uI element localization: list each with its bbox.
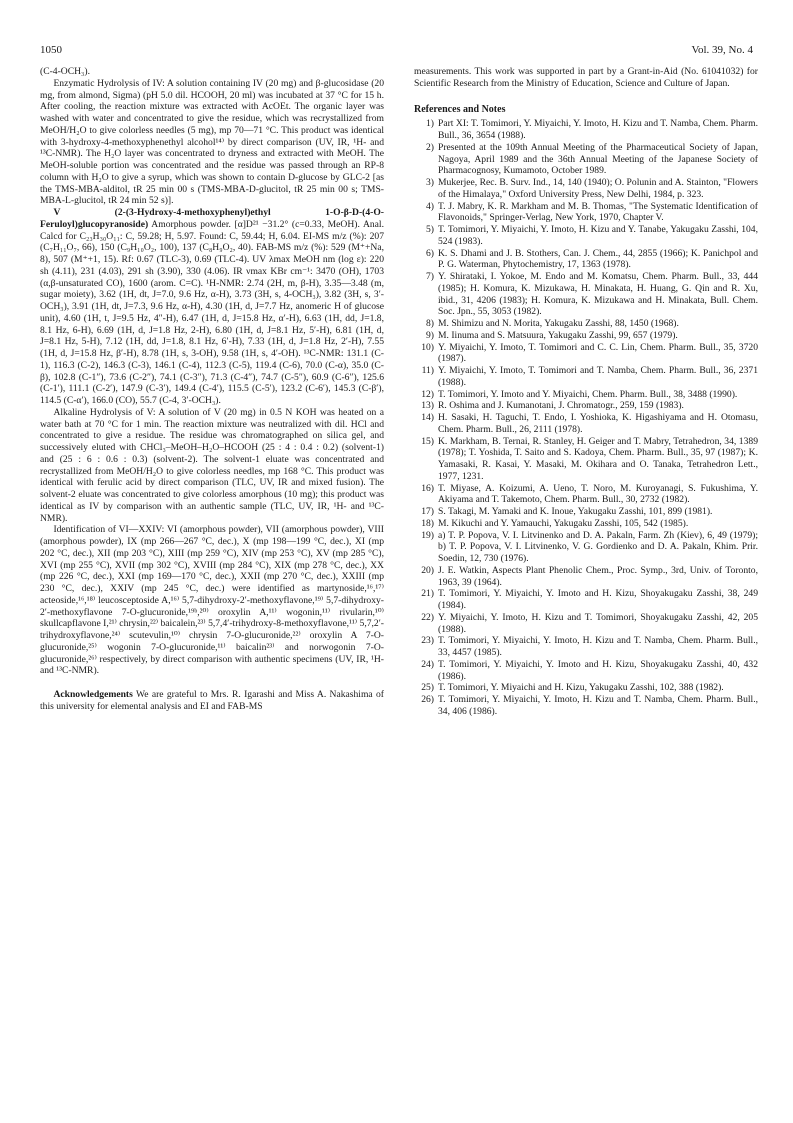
reference-number: 4) bbox=[426, 200, 434, 212]
reference-text: T. Tomimori, Y. Miyaichi, Y. Imoto and H. Kizu, Shoyakugaku Zasshi, 40, 432 (1986). bbox=[438, 658, 758, 682]
reference-number: 13) bbox=[421, 400, 434, 412]
reference-text: K. Markham, B. Ternai, R. Stanley, H. Geiger and T. Mabry, Tetrahedron, 34, 1389 (1978); T. Yoshida, T. Saito and S. Kadoya, Chem. Pharm. Bull., 35, 97 (1987); K. Yamasaki, R. Kasai, Y. Masaki, M. Okihara and O. Tanaka, Tetrahedron Lett., 1977, 1231. bbox=[438, 435, 758, 482]
reference-number: 1) bbox=[426, 118, 434, 130]
reference-text: T. Tomimori, Y. Miyaichi, Y. Imoto, H. Kizu and T. Namba, Chem. Pharm. Bull., 34, 406 (1986). bbox=[438, 694, 758, 717]
reference-text: T. Tomimori, Y. Miyaichi and H. Kizu, Yakugaku Zasshi, 102, 388 (1982). bbox=[438, 682, 724, 694]
reference-number: 7) bbox=[426, 271, 434, 282]
reference-item bbox=[414, 588, 758, 612]
reference-text: Y. Miyaichi, Y. Imoto, T. Tomimori and T. Namba, Chem. Pharm. Bull., 36, 2371 (1988). bbox=[438, 365, 758, 388]
reference-item bbox=[414, 682, 758, 694]
reference-number: 8) bbox=[426, 318, 434, 329]
reference-text: M. Kikuchi and Y. Yamauchi, Yakugaku Zasshi, 105, 542 (1985). bbox=[438, 517, 689, 529]
reference-text: T. Miyase, A. Koizumi, A. Ueno, T. Noro, M. Kuroyanagi, S. Fukushima, Y. Akiyama and T. Takemoto, Chem. Pharm. Bull., 30, 2732 (1982). bbox=[438, 482, 758, 506]
compound-text: Amorphous powder. [α]D²¹ −31.2° (c=0.33, MeOH). Anal. Calcd for C₂₃H₃₀O₁₁: C, 59.28; H, 5.97. Found: C, 59.44; H, 6.04. EI-MS m/z (%): 207 (C₇H₁₁O₇, 66), 150 (C₉H₁₀O₂, 100), 137 (C₈H₉O₂, 40). FAB-MS m/z (%): 529 (M⁺+Na, 8), 507 (M⁺+1, 15). Rf: 0.67 (TLC-3), 0.69 (TLC-4). UV λmax MeOH nm (log ε): 220 sh (4.11), 231 (4.03), 291 sh (3.90), 330 (4.06). IR νmax KBr cm⁻¹: 3470 (OH), 1703 (α,β-unsaturated CO), 1600 (arom. C=C). ¹H-NMR: 2.74 (2H, m, β-H), 3.35—3.48 (m, sugar moiety), 3.62 (1H, dt, J=7.0, 9.6 Hz, α-H), 3.73 (3H, s, 4-OCH₃), 3.82 (3H, s, 3′-OCH₃), 3.91 (1H, dt, J=7.3, 9.6 Hz, α-H), 4.30 (1H, d, J=7.7 Hz, anomeric H of glucose unit), 4.60 (1H, t, J=9.5 Hz, 4″-H), 6.47 (1H, d, J=15.8 Hz, α′-H), 6.63 (1H, dd, J=1.8, 8.1 Hz, 6-H), 6.69 (1H, d, J=1.8 Hz, 2-H), 6.80 (1H, d, J=8.1 Hz, 5′-H), 6.81 (1H, d, J=8.1 Hz, 5-H), 7.12 (1H, dd, J=1.8, 8.1 Hz, 6′-H), 7.33 (1H, d, J=1.8 Hz, 2′-H), 7.55 (1H, d, J=15.8 Hz, β′-H), 8.78 (1H, s, 3-OH), 9.58 (1H, s, 4′-OH). ¹³C-NMR: 131.1 (C-1), 116.3 (C-2), 146.3 (C-3), 146.1 (C-4), 112.3 (C-5), 119.4 (C-6), 70.0 (C-α), 35.0 (C-β), 102.8 (C-1″), 73.6 (C-2″), 74.1 (C-3″), 71.3 (C-4″), 74.7 (C-5″), 60.9 (C-6″), 125.6 (C-1′), 111.1 (C-2′), 147.9 (C-3′), 149.4 (C-4′), 115.5 (C-5′), 123.2 (C-6′), 145.3 (C-β′), 114.5 (C-α′), 166.0 (CO), 55.7 (C-4, 3′-OCH₃). bbox=[40, 218, 384, 406]
reference-item bbox=[414, 565, 758, 589]
reference-text: J. E. Watkin, Aspects Plant Phenolic Chem., Proc. Symp., 3rd, Univ. of Toronto, 1963, 39 (1964). bbox=[438, 564, 758, 588]
reference-text: T. Tomimori, Y. Miyaichi, Y. Imoto, H. Kizu and T. Namba, Chem. Pharm. Bull., 33, 4457 (1985). bbox=[438, 635, 758, 658]
reference-item bbox=[414, 518, 758, 530]
reference-item bbox=[414, 530, 758, 565]
reference-text: Y. Miyaichi, Y. Imoto, T. Tomimori and C. C. Lin, Chem. Pharm. Bull., 35, 3720 (1987). bbox=[438, 341, 758, 365]
reference-item bbox=[414, 400, 758, 412]
references-heading: References and Notes bbox=[414, 103, 506, 115]
paragraph-4: Identification of VI—XXIV: VI (amorphous powder), VII (amorphous powder), VIII (amorphous powder), IX (mp 266—267 °C, dec.), X (mp 198—199 °C, dec.), XI (mp 202 °C, dec.), XII (mp 203 °C), XIII (mp 259 °C), XIV (mp 253 °C), XV (mp 285 °C), XVI (mp 255 °C), XVII (mp 302 °C), XVIII (mp 284 °C), XIX (mp 278 °C, dec.), XX (mp 226 °C, dec.), XXI (mp 169—170 °C, dec.), XXII (mp 270 °C, dec.), XXIII (mp 230 °C, dec.), XXIV (mp 245 °C, dec.) were identified as martynoside,¹⁶,¹⁷⁾ acteoside,¹⁶,¹⁸⁾ leucosceptoside A,¹⁶⁾ 5,7-dihydroxy-2′-methoxyflavone,¹⁹⁾ 5,7-dihydroxy-2′-methoxyflavone 7-O-glucuronide,¹⁹ᵇ,²⁰⁾ oroxylin A,¹¹⁾ wogonin,¹¹⁾ rivularin,¹⁰⁾ skullcapflavone I,²¹⁾ chrysin,²²⁾ baicalein,²³⁾ 5,7,4′-trihydroxy-8-methoxyflavone,¹¹⁾ 5,7,2′-trihydroxyflavone,²⁴⁾ scutevulin,¹⁰⁾ chrysin 7-O-glucuronide,²²⁾ oroxylin A 7-O-glucuronide,²⁵⁾ wogonin 7-O-glucuronide,¹¹⁾ baicalin²³⁾ and norwogonin 7-O-glucuronide,²⁶⁾ respectively, by direct comparison with authentic specimens (UV, IR, ¹H- and ¹³C-NMR). bbox=[40, 524, 384, 677]
acknowledgements bbox=[40, 689, 384, 713]
reference-item bbox=[414, 224, 758, 248]
reference-text: Y. Miyaichi, Y. Imoto, H. Kizu and T. Tomimori, Shoyakugaku Zasshi, 42, 205 (1988). bbox=[438, 611, 758, 635]
reference-item bbox=[414, 365, 758, 389]
reference-number: 24) bbox=[421, 658, 434, 670]
reference-item bbox=[414, 330, 758, 342]
reference-text: T. J. Mabry, K. R. Markham and M. B. Thomas, "The Systematic Identification of Flavonoids," Springer-Verlag, New York, 1970, Chapter V. bbox=[438, 200, 758, 224]
reference-item bbox=[414, 118, 758, 142]
reference-text: S. Takagi, M. Yamaki and K. Inoue, Yakugaku Zasshi, 101, 899 (1981). bbox=[438, 506, 713, 517]
reference-text: Presented at the 109th Annual Meeting of the Pharmaceutical Society of Japan, Nagoya, April 1989 and the 36th Annual Meeting of the Japanese Society of Pharmacognosy, Kumamoto, October 1989. bbox=[438, 141, 758, 177]
reference-item bbox=[414, 342, 758, 366]
reference-number: 10) bbox=[421, 341, 434, 353]
reference-number: 25) bbox=[421, 682, 434, 694]
right-column bbox=[414, 66, 758, 718]
reference-number: 5) bbox=[426, 224, 434, 235]
reference-number: 15) bbox=[421, 435, 434, 447]
reference-number: 17) bbox=[421, 506, 434, 517]
reference-item bbox=[414, 694, 758, 718]
reference-number: 20) bbox=[421, 564, 434, 576]
reference-item bbox=[414, 659, 758, 683]
reference-text: T. Tomimori, Y. Miyaichi, Y. Imoto and H. Kizu, Shoyakugaku Zasshi, 38, 249 (1984). bbox=[438, 588, 758, 611]
reference-number: 2) bbox=[426, 141, 434, 153]
compound-heading: V (2-(3-Hydroxy-4-methoxyphenyl)ethyl 1-O-β-D-(4-O-Feruloyl)glucopyranoside) bbox=[40, 207, 384, 230]
volume-issue: Vol. 39, No. 4 bbox=[691, 44, 753, 56]
reference-number: 26) bbox=[421, 694, 434, 705]
reference-text: Mukerjee, Rec. B. Surv. Ind., 14, 140 (1940); O. Polunin and A. Stainton, "Flowers of the Himalaya," Oxford University Press, New Delhi, 1984, p. 323. bbox=[438, 177, 758, 200]
paragraph-3: Alkaline Hydrolysis of V: A solution of V (20 mg) in 0.5 N KOH was heated on a water bath at 70 °C for 1 min. The reaction mixture was neutralized with dil. HCl and concentrated to give a residue. The residue was chromatographed on silica gel, and successively eluted with CHCl₃–MeOH–H₂O–HCOOH (25 : 4 : 0.4 : 0.2) (solvent-1) and (25 : 6 : 0.6 : 0.3) (solvent-2). The solvent-1 eluate was concentrated and recrystallized from MeOH/H₂O to give colorless needles, mp 168 °C. This product was identical with ferulic acid by direct comparison (TLC, UV, IR and mixed fusion). The solvent-2 eluate was concentrated to give colorless amorphous (10 mg); this product was identical as IV by comparison with an authentic sample (TLC, UV, IR, ¹H- and ¹³C-NMR). bbox=[40, 406, 384, 524]
acknowledgements-text: We are grateful to Mrs. R. Igarashi and Miss A. Nakashima of this university for elemental analysis and EI and FAB-MS bbox=[40, 689, 384, 712]
reference-text: T. Tomimori, Y. Imoto and Y. Miyaichi, Chem. Pharm. Bull., 38, 3488 (1990). bbox=[438, 388, 738, 400]
reference-item bbox=[414, 142, 758, 177]
reference-number: 9) bbox=[426, 329, 434, 341]
paragraph-0: (C-4-OCH₃). bbox=[40, 66, 90, 77]
reference-text: K. S. Dhami and J. B. Stothers, Can. J. Chem., 44, 2855 (1966); K. Panichpol and P. G. Waterman, Phytochemistry, 17, 1363 (1978). bbox=[438, 247, 758, 271]
reference-list bbox=[414, 118, 758, 717]
left-column bbox=[40, 66, 384, 713]
reference-number: 23) bbox=[421, 635, 434, 647]
reference-number: 18) bbox=[421, 517, 434, 529]
reference-text: H. Sasaki, H. Taguchi, T. Endo, I. Yoshioka, K. Higashiyama and H. Otomasu, Chem. Pharm. Bull., 26, 2111 (1978). bbox=[438, 412, 758, 435]
reference-text: R. Oshima and J. Kumanotani, J. Chromatogr., 259, 159 (1983). bbox=[438, 400, 684, 412]
reference-item bbox=[414, 318, 758, 330]
reference-text: T. Tomimori, Y. Miyaichi, Y. Imoto, H. Kizu and Y. Tanabe, Yakugaku Zasshi, 104, 524 (1983). bbox=[438, 224, 758, 247]
reference-number: 21) bbox=[421, 588, 434, 600]
reference-item bbox=[414, 612, 758, 636]
reference-number: 22) bbox=[421, 611, 434, 623]
reference-item bbox=[414, 506, 758, 518]
acknowledgements-label: Acknowledgements bbox=[53, 689, 133, 700]
reference-item bbox=[414, 201, 758, 225]
reference-item bbox=[414, 177, 758, 201]
reference-number: 11) bbox=[421, 365, 434, 376]
reference-item bbox=[414, 436, 758, 483]
reference-number: 12) bbox=[421, 388, 434, 400]
reference-number: 6) bbox=[426, 247, 434, 259]
reference-text: M. Shimizu and N. Morita, Yakugaku Zasshi, 88, 1450 (1968). bbox=[438, 318, 679, 329]
reference-text: Y. Shirataki, I. Yokoe, M. Endo and M. Komatsu, Chem. Pharm. Bull., 33, 444 (1985); H. Komura, K. Mizukawa, H. Minakata, H. Huang, G. Qin and R. Xu, ibid., 31, 4206 (1983); H. Komura, K. Mizukawa and H. Minakata, Bull. Chem. Soc. Jpn., 55, 3053 (1982). bbox=[438, 271, 758, 318]
reference-item bbox=[414, 271, 758, 318]
reference-number: 14) bbox=[421, 412, 434, 423]
reference-text: a) T. P. Popova, V. I. Litvinenko and D. A. Pakaln, Farm. Zh (Kiev), 6, 49 (1979); b) T. P. Popova, V. I. Litvinenko, V. G. Gordienko and D. A. Pakaln, Khim. Prir. Soedin, 12, 730 (1976). bbox=[438, 529, 758, 564]
reference-text: Part XI: T. Tomimori, Y. Miyaichi, Y. Imoto, H. Kizu and T. Namba, Chem. Pharm. Bull., 36, 3654 (1988). bbox=[438, 118, 758, 141]
reference-item bbox=[414, 483, 758, 507]
paragraph-1: Enzymatic Hydrolysis of IV: A solution containing IV (20 mg) and β-glucosidase (20 mg, from almond, Sigma) (pH 5.0 dil. HCOOH, 20 ml) was incubated at 37 °C for 15 h. After cooling, the reaction mixture was extracted with AcOEt. The organic layer was washed with water and concentrated to give the residue, which was recrystallized from MeOH/H₂O to give colorless needles (5 mg), mp 70—71 °C. This product was identical with 3-hydroxy-4-methoxyphenethyl alcohol¹⁴⁾ by direct comparison (UV, IR, ¹H- and ¹³C-NMR). The H₂O layer was concentrated to dryness and extracted with MeOH. The MeOH-soluble portion was concentrated and the residue was passed through an RP-8 column with H₂O to give a syrup, which was shown to contain D-glucose by GLC-2 [as the TMS-MBA-alditol, tR 25 min 00 s (TMS-MBA-D-glucitol, tR 25 min 00 s; TMS-MBA-L-glucitol, tR 24 min 52 s)]. bbox=[40, 77, 384, 207]
reference-number: 16) bbox=[421, 482, 434, 494]
reference-text: M. Iinuma and S. Matsuura, Yakugaku Zasshi, 99, 657 (1979). bbox=[438, 329, 678, 341]
paragraph-2 bbox=[40, 207, 384, 407]
reference-number: 19) bbox=[421, 529, 434, 541]
reference-item bbox=[414, 248, 758, 272]
reference-item bbox=[414, 635, 758, 659]
reference-item bbox=[414, 389, 758, 401]
acknowledgements-continued: measurements. This work was supported in part by a Grant-in-Aid (No. 61041032) for Scientific Research from the Ministry of Education, Science and Culture of Japan. bbox=[414, 66, 758, 89]
reference-item bbox=[414, 412, 758, 436]
reference-number: 3) bbox=[426, 177, 434, 188]
page-number: 1050 bbox=[40, 44, 62, 56]
